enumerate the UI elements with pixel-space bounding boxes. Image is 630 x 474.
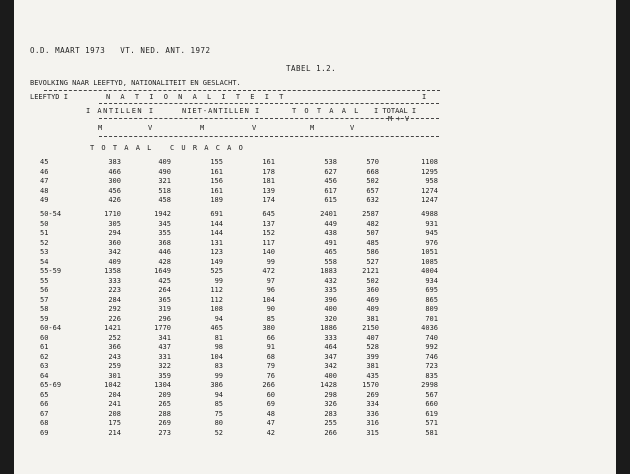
niet-antillen-v-cell: 140: [262, 248, 275, 257]
totaal-m-cell: 396: [324, 295, 337, 304]
antillen-v-cell: 446: [158, 248, 171, 257]
totaal-m-cell: 491: [324, 238, 337, 247]
totaal-v-cell: 485: [366, 238, 379, 247]
table-row: [14, 400, 614, 408]
antillen-m-cell: 241: [108, 400, 121, 409]
antillen-v-cell: 458: [158, 196, 171, 205]
niet-antillen-m-cell: 75: [214, 409, 223, 418]
table-row: [14, 177, 614, 185]
table-row: [14, 277, 614, 285]
antillen-m-cell: 223: [108, 286, 121, 295]
totaal-m-cell: 342: [324, 362, 337, 371]
antillen-v-cell: 1770: [154, 324, 171, 332]
table-row: [14, 429, 614, 437]
antillen-v-cell: 518: [158, 186, 171, 195]
table-row: [14, 187, 614, 195]
niet-antillen-m-cell: 465: [210, 324, 223, 332]
header-rule-top: [44, 90, 440, 91]
antillen-v-cell: 322: [158, 362, 171, 371]
antillen-m-cell: 214: [108, 429, 121, 437]
niet-antillen-v-cell: 645: [262, 210, 275, 218]
antillen-m-cell: 204: [108, 390, 121, 399]
niet-antillen-m-cell: 94: [214, 315, 223, 323]
totaal-mv-cell: 934: [425, 276, 438, 285]
totaal-v-cell: 399: [366, 352, 379, 361]
totaal-mv-cell: 835: [425, 372, 438, 380]
totaal-v-cell: 469: [366, 295, 379, 304]
totaal-mv-cell: 809: [425, 305, 438, 314]
totaal-m-cell: 449: [324, 219, 337, 228]
antillen-v-cell: 359: [158, 372, 171, 380]
totaal-mv-cell: 660: [425, 400, 438, 409]
col-header-totaal-mv: I TOTAAL I: [374, 107, 417, 115]
totaal-v-cell: 1570: [362, 381, 379, 389]
niet-antillen-m-cell: 98: [214, 343, 223, 352]
totaal-mv-cell: 1247: [421, 196, 438, 205]
niet-antillen-v-cell: 68: [266, 352, 275, 361]
age-label-cell: 60: [40, 333, 49, 342]
totaal-mv-cell: 976: [425, 238, 438, 247]
antillen-m-cell: 456: [108, 186, 121, 195]
totaal-m-cell: 438: [324, 229, 337, 238]
table-row: [14, 239, 614, 247]
table-number: TABEL 1.2.: [286, 64, 337, 73]
col-header-leeftyd: LEEFTYD I: [30, 93, 68, 101]
niet-antillen-m-cell: 112: [210, 286, 223, 295]
antillen-m-cell: 1042: [104, 381, 121, 389]
totaal-v-cell: 435: [366, 372, 379, 380]
age-label-cell: 65: [40, 390, 49, 399]
age-label-cell: 68: [40, 419, 49, 428]
totaal-v-cell: 381: [366, 315, 379, 323]
header-rule-4: [99, 136, 439, 137]
totaal-m-cell: 335: [324, 286, 337, 295]
niet-antillen-v-cell: 117: [262, 238, 275, 247]
niet-antillen-v-cell: 178: [262, 167, 275, 176]
antillen-v-cell: 288: [158, 409, 171, 418]
totaal-v-cell: 527: [366, 258, 379, 266]
totaal-m-cell: 255: [324, 419, 337, 428]
niet-antillen-m-cell: 99: [214, 276, 223, 285]
age-label-cell: 45: [40, 158, 49, 166]
age-label-cell: 49: [40, 196, 49, 205]
niet-antillen-v-cell: 60: [266, 390, 275, 399]
age-label-cell: 48: [40, 186, 49, 195]
table-row: [14, 196, 614, 204]
antillen-m-cell: 1358: [104, 267, 121, 275]
niet-antillen-m-cell: 525: [210, 267, 223, 275]
niet-antillen-m-cell: 156: [210, 177, 223, 186]
section-title: T O T A A L C U R A C A O: [90, 144, 245, 152]
totaal-m-cell: 617: [324, 186, 337, 195]
antillen-v-cell: 365: [158, 295, 171, 304]
antillen-m-cell: 259: [108, 362, 121, 371]
table-row: [14, 381, 614, 389]
niet-antillen-m-cell: 112: [210, 295, 223, 304]
age-label-cell: 55-59: [40, 267, 62, 275]
niet-antillen-m-cell: 144: [210, 219, 223, 228]
totaal-v-cell: 570: [366, 158, 379, 166]
niet-antillen-v-cell: 79: [266, 362, 275, 371]
antillen-m-cell: 1421: [104, 324, 121, 332]
col-header-v-1: V: [148, 124, 153, 132]
niet-antillen-v-cell: 161: [262, 158, 275, 166]
age-label-cell: 61: [40, 343, 49, 352]
antillen-v-cell: 269: [158, 419, 171, 428]
age-label-cell: 51: [40, 229, 49, 238]
totaal-mv-cell: 701: [425, 315, 438, 323]
antillen-v-cell: 264: [158, 286, 171, 295]
totaal-mv-cell: 695: [425, 286, 438, 295]
totaal-v-cell: 2587: [362, 210, 379, 218]
niet-antillen-m-cell: 52: [214, 429, 223, 437]
antillen-m-cell: 426: [108, 196, 121, 205]
totaal-v-cell: 632: [366, 196, 379, 205]
col-header-totaal: T O T A A L: [292, 107, 361, 115]
antillen-v-cell: 355: [158, 229, 171, 238]
totaal-v-cell: 316: [366, 419, 379, 428]
totaal-m-cell: 615: [324, 196, 337, 205]
col-header-v-2: V: [252, 124, 257, 132]
antillen-m-cell: 409: [108, 258, 121, 266]
totaal-mv-cell: 1085: [421, 258, 438, 266]
age-label-cell: 67: [40, 409, 49, 418]
totaal-mv-cell: 1295: [421, 167, 438, 176]
niet-antillen-v-cell: 76: [266, 372, 275, 380]
totaal-v-cell: 482: [366, 219, 379, 228]
totaal-mv-cell: 1108: [421, 158, 438, 166]
totaal-v-cell: 381: [366, 362, 379, 371]
niet-antillen-v-cell: 472: [262, 267, 275, 275]
table-row: [14, 286, 614, 294]
totaal-m-cell: 538: [324, 158, 337, 166]
antillen-v-cell: 368: [158, 238, 171, 247]
col-header-v-3: V: [350, 124, 355, 132]
age-label-cell: 56: [40, 286, 49, 295]
niet-antillen-m-cell: 80: [214, 419, 223, 428]
totaal-m-cell: 456: [324, 177, 337, 186]
niet-antillen-m-cell: 83: [214, 362, 223, 371]
col-header-nationaliteit: N A T I O N A L I T E I T: [106, 93, 287, 101]
age-label-cell: 57: [40, 295, 49, 304]
col-header-bar: I: [422, 93, 427, 101]
table-row: [14, 419, 614, 427]
totaal-mv-cell: 992: [425, 343, 438, 352]
antillen-m-cell: 284: [108, 295, 121, 304]
totaal-v-cell: 586: [366, 248, 379, 257]
antillen-m-cell: 208: [108, 409, 121, 418]
antillen-v-cell: 331: [158, 352, 171, 361]
niet-antillen-m-cell: 131: [210, 238, 223, 247]
totaal-v-cell: 334: [366, 400, 379, 409]
niet-antillen-v-cell: 152: [262, 229, 275, 238]
antillen-m-cell: 301: [108, 372, 121, 380]
totaal-v-cell: 315: [366, 429, 379, 437]
antillen-m-cell: 252: [108, 333, 121, 342]
totaal-m-cell: 298: [324, 390, 337, 399]
antillen-m-cell: 466: [108, 167, 121, 176]
totaal-m-cell: 1428: [320, 381, 337, 389]
totaal-v-cell: 2150: [362, 324, 379, 332]
totaal-v-cell: 502: [366, 177, 379, 186]
header-rule-2: [99, 103, 439, 104]
table-row: [14, 324, 614, 332]
totaal-mv-cell: 4004: [421, 267, 438, 275]
totaal-m-cell: 464: [324, 343, 337, 352]
col-header-m-1: M: [98, 124, 103, 132]
antillen-m-cell: 333: [108, 276, 121, 285]
totaal-m-cell: 465: [324, 248, 337, 257]
totaal-m-cell: 333: [324, 333, 337, 342]
totaal-mv-cell: 1274: [421, 186, 438, 195]
totaal-m-cell: 1883: [320, 267, 337, 275]
niet-antillen-m-cell: 81: [214, 333, 223, 342]
table-row: [14, 315, 614, 323]
niet-antillen-m-cell: 99: [214, 372, 223, 380]
antillen-v-cell: 409: [158, 158, 171, 166]
age-label-cell: 62: [40, 352, 49, 361]
antillen-v-cell: 490: [158, 167, 171, 176]
niet-antillen-m-cell: 189: [210, 196, 223, 205]
antillen-m-cell: 366: [108, 343, 121, 352]
col-header-niet-antillen: NIET-ANTILLEN I: [182, 107, 261, 115]
totaal-m-cell: 2401: [320, 210, 337, 218]
antillen-m-cell: 175: [108, 419, 121, 428]
totaal-mv-cell: 567: [425, 390, 438, 399]
totaal-mv-cell: 2998: [421, 381, 438, 389]
antillen-v-cell: 296: [158, 315, 171, 323]
totaal-mv-cell: 958: [425, 177, 438, 186]
table-row: [14, 334, 614, 342]
totaal-v-cell: 409: [366, 305, 379, 314]
table-row: [14, 158, 614, 166]
niet-antillen-v-cell: 85: [266, 315, 275, 323]
niet-antillen-m-cell: 144: [210, 229, 223, 238]
antillen-m-cell: 226: [108, 315, 121, 323]
totaal-m-cell: 627: [324, 167, 337, 176]
col-header-mv: M + V: [388, 115, 410, 123]
age-label-cell: 63: [40, 362, 49, 371]
antillen-v-cell: 1649: [154, 267, 171, 275]
totaal-m-cell: 400: [324, 305, 337, 314]
niet-antillen-v-cell: 104: [262, 295, 275, 304]
age-label-cell: 60-64: [40, 324, 62, 332]
totaal-v-cell: 657: [366, 186, 379, 195]
antillen-v-cell: 1304: [154, 381, 171, 389]
age-label-cell: 58: [40, 305, 49, 314]
totaal-v-cell: 502: [366, 276, 379, 285]
niet-antillen-v-cell: 97: [266, 276, 275, 285]
niet-antillen-v-cell: 42: [266, 429, 275, 437]
table-row: [14, 353, 614, 361]
antillen-v-cell: 345: [158, 219, 171, 228]
totaal-v-cell: 407: [366, 333, 379, 342]
antillen-m-cell: 305: [108, 219, 121, 228]
col-header-antillen: I ANTILLEN I: [86, 107, 155, 115]
table-row: [14, 362, 614, 370]
totaal-m-cell: 266: [324, 429, 337, 437]
niet-antillen-v-cell: 181: [262, 177, 275, 186]
niet-antillen-v-cell: 48: [266, 409, 275, 418]
table-row: [14, 248, 614, 256]
table-row: [14, 391, 614, 399]
totaal-v-cell: 360: [366, 286, 379, 295]
table-row: [14, 296, 614, 304]
antillen-m-cell: 383: [108, 158, 121, 166]
age-label-cell: 50-54: [40, 210, 62, 218]
table-row: [14, 210, 614, 218]
niet-antillen-v-cell: 137: [262, 219, 275, 228]
totaal-v-cell: 507: [366, 229, 379, 238]
antillen-m-cell: 360: [108, 238, 121, 247]
niet-antillen-v-cell: 139: [262, 186, 275, 195]
niet-antillen-v-cell: 96: [266, 286, 275, 295]
antillen-v-cell: 209: [158, 390, 171, 399]
niet-antillen-v-cell: 380: [262, 324, 275, 332]
age-label-cell: 55: [40, 276, 49, 285]
totaal-m-cell: 558: [324, 258, 337, 266]
table-row: [14, 229, 614, 237]
col-header-m-2: M: [200, 124, 205, 132]
totaal-m-cell: 1886: [320, 324, 337, 332]
niet-antillen-v-cell: 66: [266, 333, 275, 342]
antillen-m-cell: 294: [108, 229, 121, 238]
totaal-m-cell: 326: [324, 400, 337, 409]
totaal-v-cell: 336: [366, 409, 379, 418]
totaal-v-cell: 668: [366, 167, 379, 176]
niet-antillen-m-cell: 94: [214, 390, 223, 399]
header-rule-3: [99, 118, 439, 119]
totaal-mv-cell: 581: [425, 429, 438, 437]
antillen-v-cell: 425: [158, 276, 171, 285]
totaal-mv-cell: 4988: [421, 210, 438, 218]
antillen-v-cell: 341: [158, 333, 171, 342]
totaal-v-cell: 2121: [362, 267, 379, 275]
age-label-cell: 46: [40, 167, 49, 176]
antillen-m-cell: 1710: [104, 210, 121, 218]
antillen-m-cell: 292: [108, 305, 121, 314]
table-row: [14, 343, 614, 351]
totaal-mv-cell: 865: [425, 295, 438, 304]
col-header-m-3: M: [310, 124, 315, 132]
totaal-v-cell: 269: [366, 390, 379, 399]
totaal-m-cell: 432: [324, 276, 337, 285]
table-row: [14, 220, 614, 228]
antillen-v-cell: 428: [158, 258, 171, 266]
niet-antillen-m-cell: 123: [210, 248, 223, 257]
age-label-cell: 47: [40, 177, 49, 186]
antillen-m-cell: 300: [108, 177, 121, 186]
niet-antillen-m-cell: 691: [210, 210, 223, 218]
niet-antillen-v-cell: 47: [266, 419, 275, 428]
niet-antillen-m-cell: 161: [210, 186, 223, 195]
niet-antillen-v-cell: 90: [266, 305, 275, 314]
antillen-v-cell: 321: [158, 177, 171, 186]
antillen-v-cell: 1942: [154, 210, 171, 218]
table-row: [14, 267, 614, 275]
age-label-cell: 54: [40, 258, 49, 266]
totaal-mv-cell: 723: [425, 362, 438, 371]
table-title: BEVOLKING NAAR LEEFTYD, NATIONALITEIT EN GESLACHT.: [30, 79, 241, 87]
niet-antillen-v-cell: 266: [262, 381, 275, 389]
antillen-v-cell: 319: [158, 305, 171, 314]
antillen-m-cell: 342: [108, 248, 121, 257]
niet-antillen-v-cell: 99: [266, 258, 275, 266]
antillen-v-cell: 265: [158, 400, 171, 409]
age-label-cell: 52: [40, 238, 49, 247]
table-row: [14, 372, 614, 380]
totaal-mv-cell: 619: [425, 409, 438, 418]
antillen-m-cell: 243: [108, 352, 121, 361]
totaal-mv-cell: 931: [425, 219, 438, 228]
totaal-v-cell: 528: [366, 343, 379, 352]
totaal-mv-cell: 4036: [421, 324, 438, 332]
niet-antillen-v-cell: 69: [266, 400, 275, 409]
totaal-m-cell: 347: [324, 352, 337, 361]
table-row: [14, 168, 614, 176]
age-label-cell: 53: [40, 248, 49, 257]
totaal-m-cell: 283: [324, 409, 337, 418]
source-line: O.D. MAART 1973 VT. NED. ANT. 1972: [30, 46, 211, 55]
totaal-mv-cell: 1051: [421, 248, 438, 257]
totaal-mv-cell: 945: [425, 229, 438, 238]
age-label-cell: 65-69: [40, 381, 62, 389]
age-label-cell: 66: [40, 400, 49, 409]
age-label-cell: 69: [40, 429, 49, 437]
niet-antillen-m-cell: 108: [210, 305, 223, 314]
niet-antillen-m-cell: 161: [210, 167, 223, 176]
age-label-cell: 59: [40, 315, 49, 323]
niet-antillen-v-cell: 91: [266, 343, 275, 352]
niet-antillen-m-cell: 149: [210, 258, 223, 266]
niet-antillen-m-cell: 104: [210, 352, 223, 361]
totaal-mv-cell: 746: [425, 352, 438, 361]
antillen-v-cell: 273: [158, 429, 171, 437]
niet-antillen-m-cell: 85: [214, 400, 223, 409]
table-row: [14, 410, 614, 418]
totaal-m-cell: 320: [324, 315, 337, 323]
table-row: [14, 258, 614, 266]
niet-antillen-m-cell: 155: [210, 158, 223, 166]
niet-antillen-v-cell: 174: [262, 196, 275, 205]
totaal-m-cell: 400: [324, 372, 337, 380]
totaal-mv-cell: 740: [425, 333, 438, 342]
table-row: [14, 305, 614, 313]
totaal-mv-cell: 571: [425, 419, 438, 428]
age-label-cell: 64: [40, 372, 49, 380]
document-page: [14, 0, 616, 474]
niet-antillen-m-cell: 386: [210, 381, 223, 389]
age-label-cell: 50: [40, 219, 49, 228]
antillen-v-cell: 437: [158, 343, 171, 352]
